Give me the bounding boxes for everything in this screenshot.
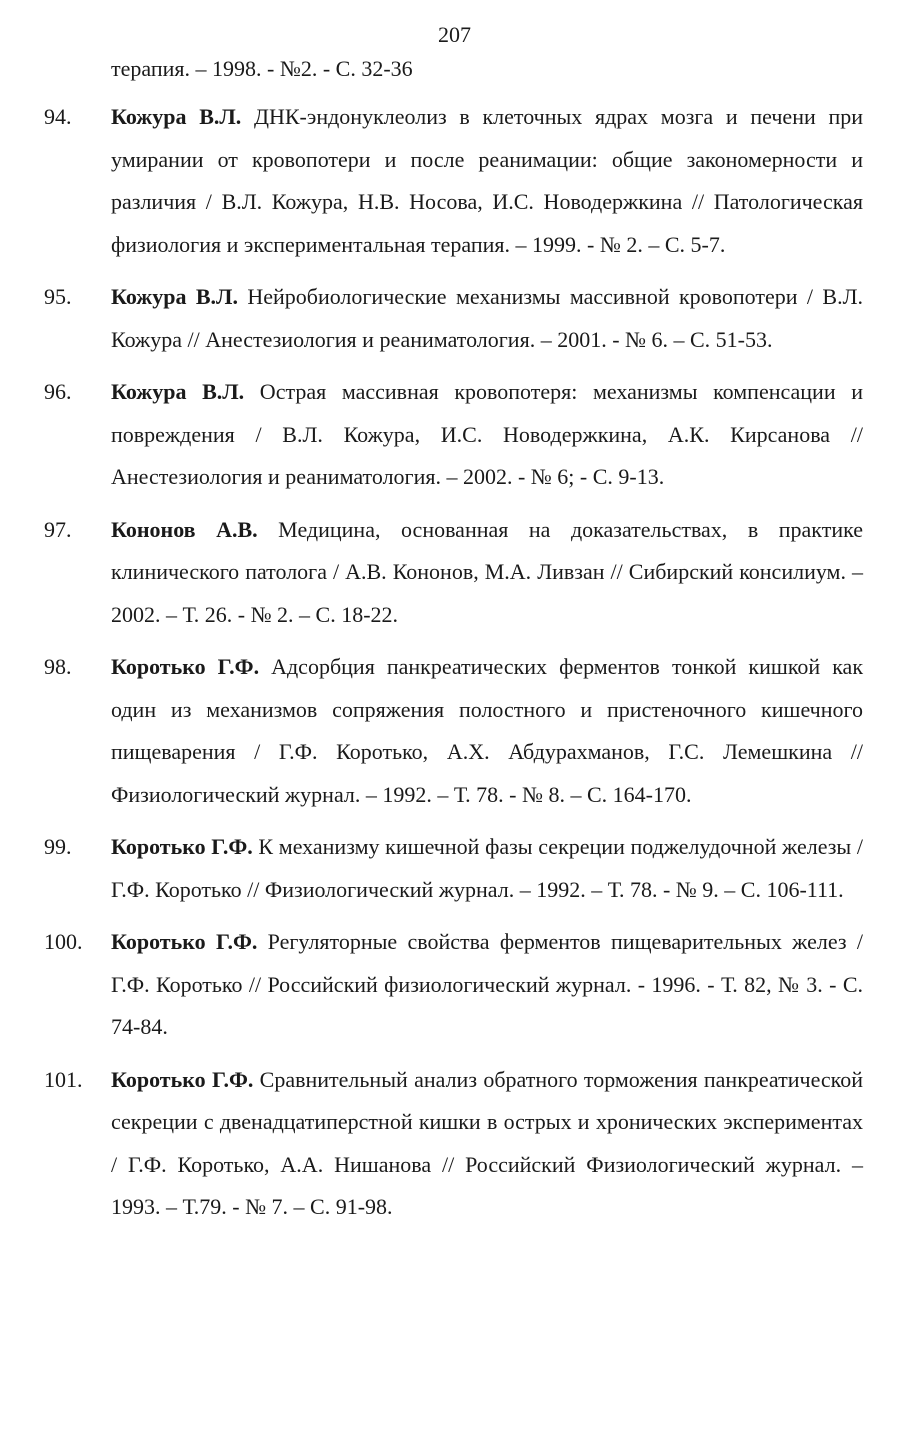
reference-number: 99. (44, 834, 72, 859)
reference-citation: Адсорбция панкреатических ферментов тонкой кишкой как один из механизмов сопряжения полостного и пристеночного кишечного пищеварения / Г.Ф. Коротько, А.Х. Абдурахманов, Г.С. Лемешкина // Физиологический журнал. – 1992. – Т. 78. - № 8. – С. 164-170. (111, 654, 864, 807)
reference-text (111, 276, 863, 361)
reference-number: 96. (44, 379, 72, 404)
reference-number: 94. (44, 104, 72, 129)
page-number: 207 (438, 22, 471, 47)
reference-text (111, 371, 863, 499)
reference-citation: К механизму кишечной фазы секреции поджелудочной железы / Г.Ф. Коротько // Физиологический журнал. – 1992. – Т. 78. - № 9. – С. 106-111. (111, 834, 863, 902)
reference-author: Коротько Г.Ф. (111, 1066, 254, 1092)
reference-author: Коротько Г.Ф. (111, 929, 258, 954)
reference-author: Кононов А.В. (111, 516, 258, 542)
reference-text (111, 921, 863, 1049)
reference-continuation: терапия. – 1998. - №2. - С. 32-36 (111, 56, 413, 81)
reference-citation: ДНК-эндонуклеолиз в клеточных ядрах мозга и печени при умирании от кровопотери и после реанимации: общие закономерности и различия / В.Л. Кожура, Н.В. Носова, И.С. Новодержкина // Патологическая физиология и экспериментальная терапия. – 1999. - № 2. – С. 5-7. (111, 104, 863, 257)
reference-item (0, 826, 909, 911)
reference-author: Коротько Г.Ф. (111, 834, 253, 859)
reference-number: 100. (44, 929, 83, 954)
reference-citation: Сравнительный анализ обратного торможения панкреатической секреции с двенадцатиперстной кишки в острых и хронических экспериментах / Г.Ф. Коротько, А.А. Нишанова // Российский Физиологический журнал. – 1993. – Т.79. - № 7. – С. 91-98. (111, 1066, 863, 1219)
reference-item (0, 921, 909, 1049)
reference-item (0, 646, 909, 816)
reference-citation: Медицина, основанная на доказательствах, в практике клинического патолога / А.В. Кононов, М.А. Ливзан // Сибирский консилиум. – 2002. – Т. 26. - № 2. – С. 18-22. (111, 516, 863, 627)
reference-item (0, 276, 909, 361)
reference-citation: Острая массивная кровопотеря: механизмы компенсации и повреждения / В.Л. Кожура, И.С. Новодержкина, А.К. Кирсанова // Анестезиология и реаниматология. – 2002. - № 6; - С. 9-13. (111, 379, 863, 489)
reference-item (0, 1059, 909, 1229)
reference-text (111, 509, 863, 637)
reference-list (0, 96, 909, 1239)
reference-number: 101. (44, 1066, 83, 1092)
reference-author: Кожура В.Л. (111, 104, 242, 129)
reference-text (111, 96, 863, 266)
reference-text (111, 646, 863, 816)
reference-item (0, 371, 909, 499)
reference-item (0, 96, 909, 266)
reference-number: 97. (44, 516, 72, 542)
reference-text (111, 1059, 863, 1229)
reference-author: Кожура В.Л. (111, 284, 238, 309)
reference-number: 95. (44, 284, 72, 309)
reference-number: 98. (44, 654, 72, 679)
reference-author: Кожура В.Л. (111, 379, 245, 404)
reference-citation: Регуляторные свойства ферментов пищеварительных желез / Г.Ф. Коротько // Российский физиологический журнал. - 1996. - Т. 82, № 3. - С. 74-84. (111, 929, 863, 1039)
reference-item (0, 509, 909, 637)
reference-author: Коротько Г.Ф. (111, 654, 260, 679)
reference-text (111, 826, 863, 911)
reference-citation: Нейробиологические механизмы массивной кровопотери / В.Л. Кожура // Анестезиология и реаниматология. – 2001. - № 6. – С. 51-53. (111, 284, 864, 352)
